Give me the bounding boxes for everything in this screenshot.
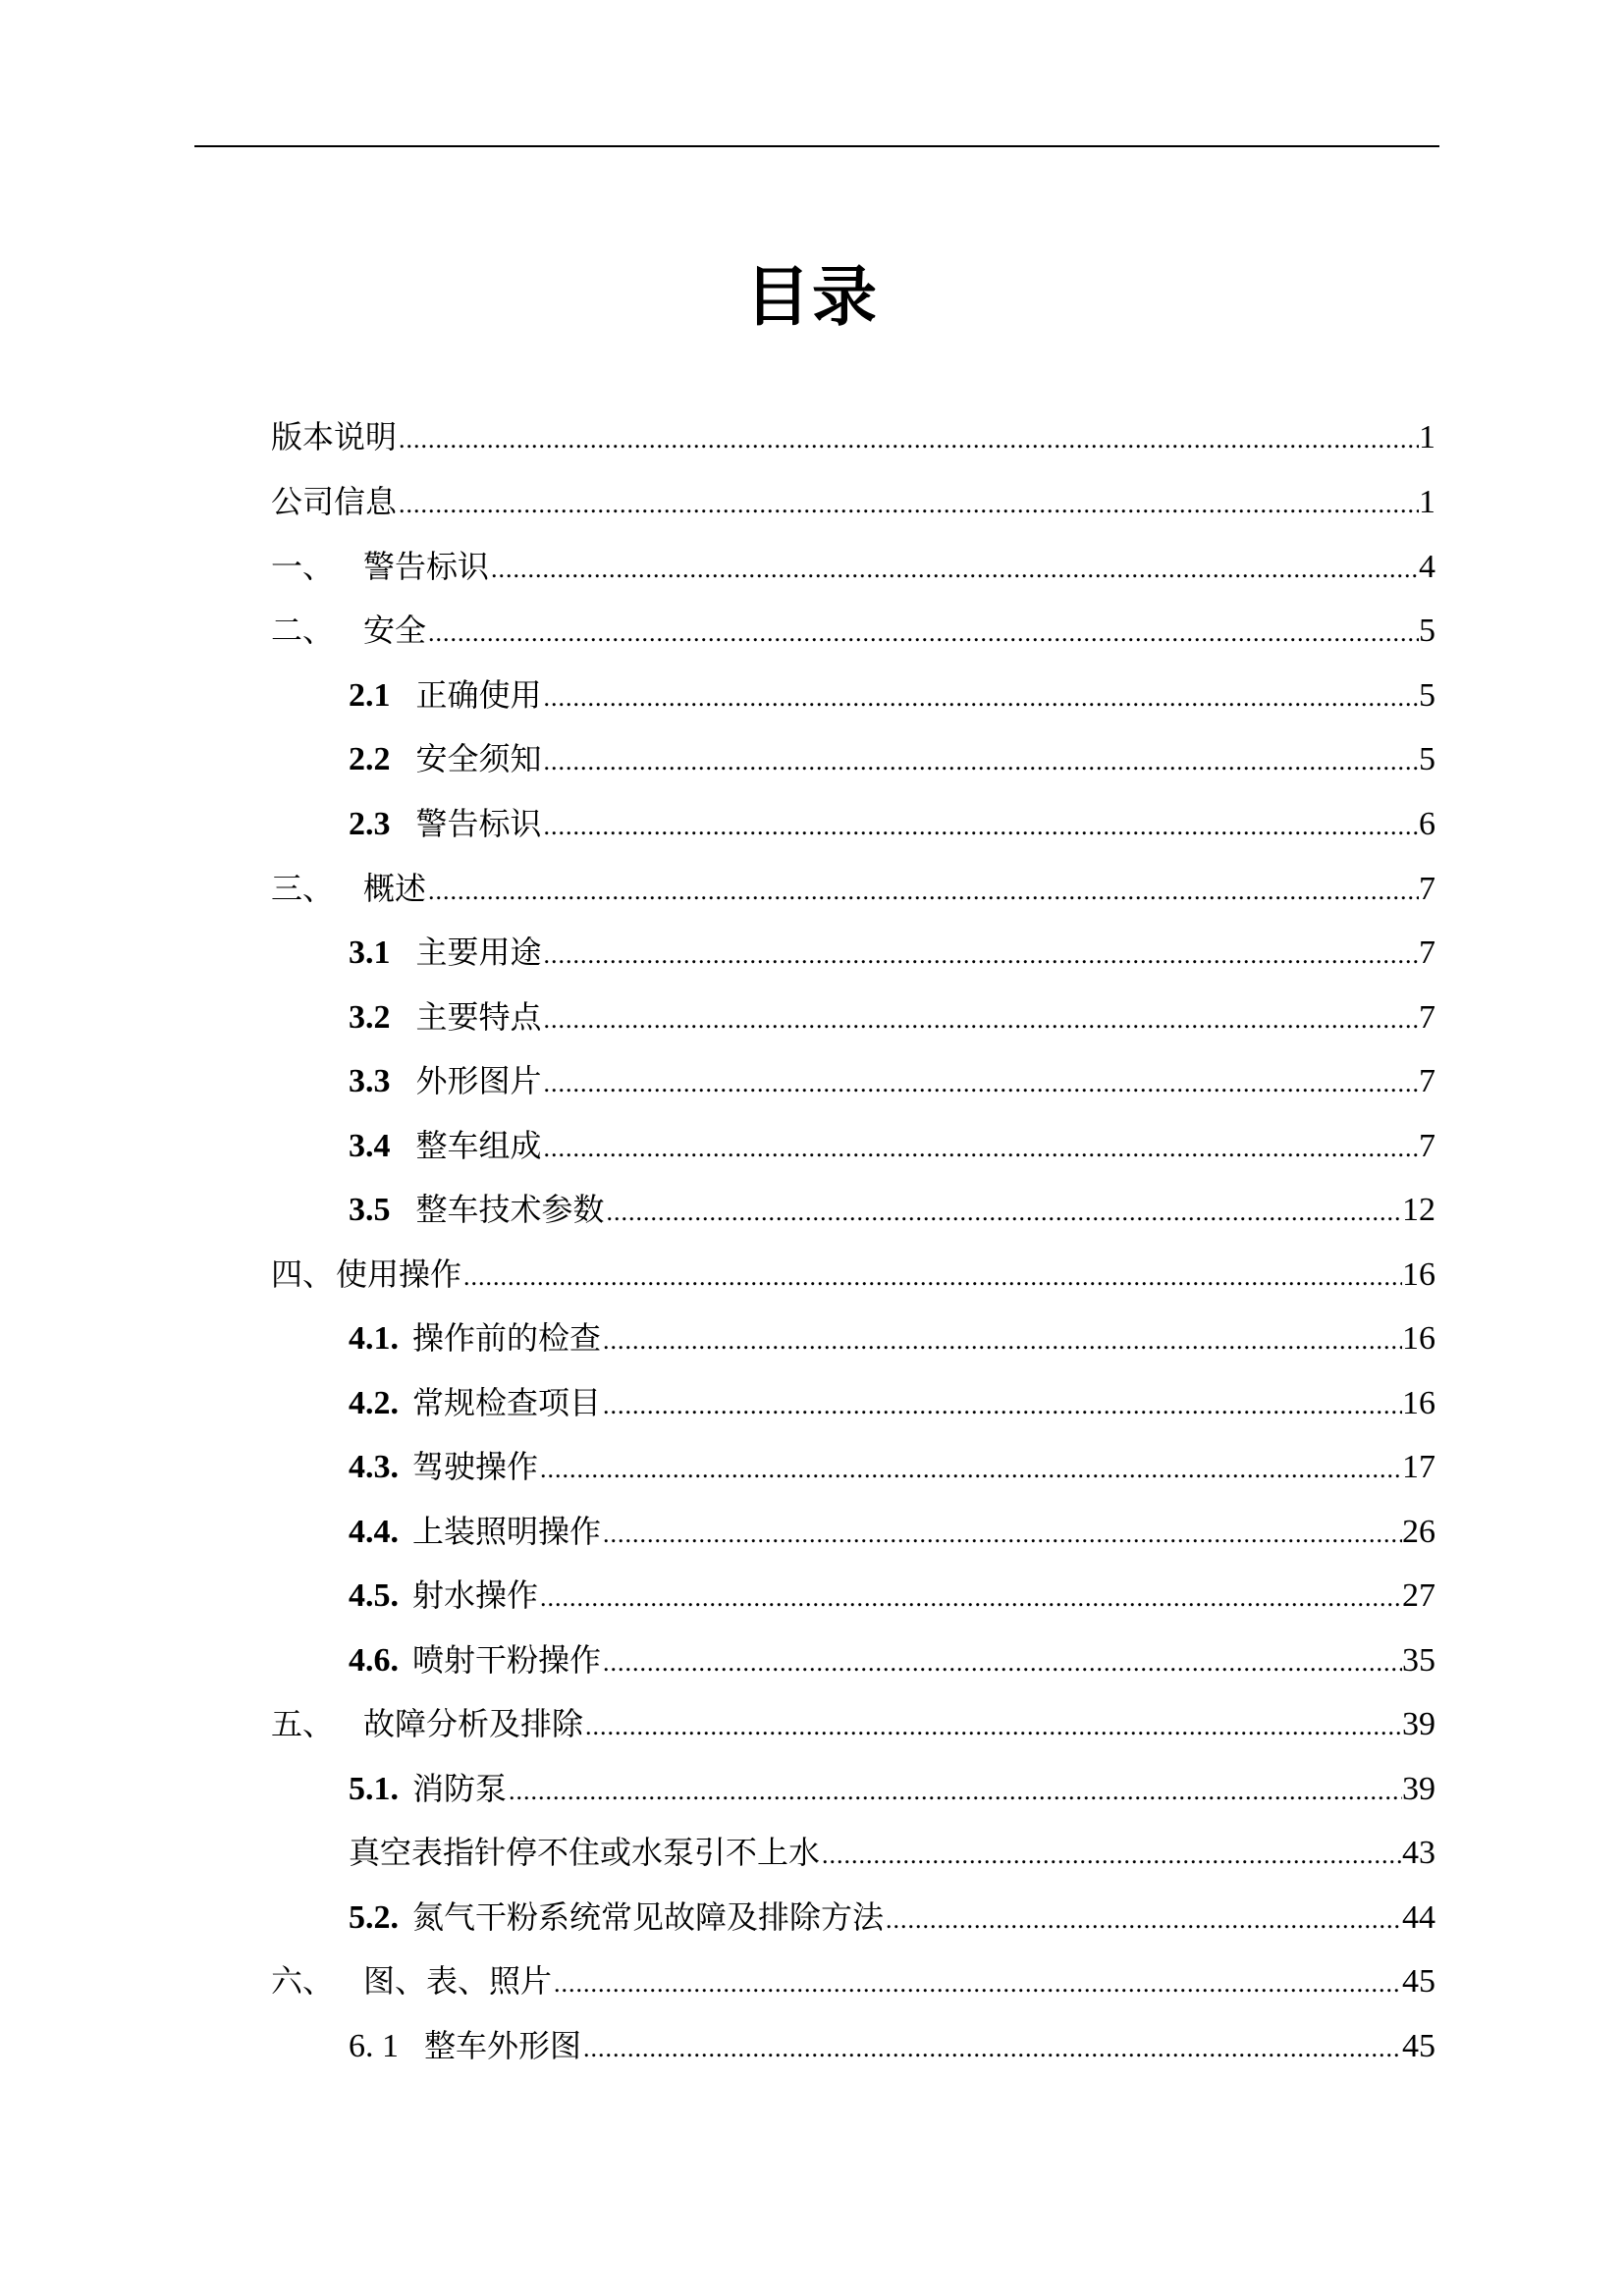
toc-entry-label: 常规检查项目 xyxy=(412,1384,602,1421)
toc-entry-label: 操作前的检查 xyxy=(412,1319,602,1357)
toc-section-number: 4.1. xyxy=(349,1320,399,1357)
toc-entry[interactable] xyxy=(349,928,1435,977)
toc-entry[interactable] xyxy=(271,412,1435,461)
toc-dot-leader xyxy=(461,1253,1402,1302)
toc-page-number: 4 xyxy=(1419,549,1435,585)
toc-page-number: 16 xyxy=(1402,1256,1435,1293)
toc-dot-leader xyxy=(507,1767,1402,1816)
toc-page-number: 1 xyxy=(1419,419,1435,455)
toc-page-number: 16 xyxy=(1402,1320,1435,1357)
toc-entry-label: 上装照明操作 xyxy=(412,1513,602,1550)
toc-page-number: 17 xyxy=(1402,1449,1435,1485)
toc-dot-leader xyxy=(601,1510,1402,1559)
toc-entry-label: 真空表指针停不住或水泵引不上水 xyxy=(349,1834,821,1871)
toc-entry[interactable] xyxy=(349,734,1435,783)
toc-entry[interactable] xyxy=(349,799,1435,848)
toc-section-number: 六、 xyxy=(271,1962,335,2000)
toc-dot-leader xyxy=(542,1124,1419,1173)
toc-page-number: 1 xyxy=(1419,484,1435,520)
toc-entry[interactable] xyxy=(349,1764,1435,1813)
toc-section-number: 5.2. xyxy=(349,1899,399,1936)
toc-entry-label: 整车技术参数 xyxy=(415,1191,605,1228)
toc-entry[interactable] xyxy=(349,1828,1435,1877)
toc-page-number: 6 xyxy=(1419,806,1435,842)
toc-entry[interactable] xyxy=(349,1313,1435,1362)
toc-page-number: 5 xyxy=(1419,677,1435,714)
toc-section-number: 二、 xyxy=(271,612,335,649)
toc-page-number: 7 xyxy=(1419,934,1435,971)
toc-section-number: 3.3 xyxy=(349,1063,391,1099)
toc-section-number: 3.1 xyxy=(349,934,391,971)
toc-dot-leader xyxy=(397,415,1419,464)
toc-page-number: 39 xyxy=(1402,1771,1435,1807)
toc-entry[interactable] xyxy=(271,606,1435,655)
toc-section-number: 2.1 xyxy=(349,677,391,714)
toc-entry-label: 安全须知 xyxy=(415,740,542,777)
toc-page-number: 12 xyxy=(1402,1192,1435,1228)
toc-entry[interactable] xyxy=(349,1635,1435,1684)
toc-entry-label: 公司信息 xyxy=(271,483,398,520)
toc-page-number: 16 xyxy=(1402,1385,1435,1421)
toc-entry[interactable] xyxy=(271,477,1435,526)
toc-entry-label: 故障分析及排除 xyxy=(363,1705,584,1742)
toc-entry-label: 驾驶操作 xyxy=(412,1448,539,1485)
toc-section-number: 4.2. xyxy=(349,1385,399,1421)
toc-entry-label: 喷射干粉操作 xyxy=(412,1641,602,1679)
toc-entry[interactable] xyxy=(271,1699,1435,1748)
toc-dot-leader xyxy=(601,1316,1402,1365)
toc-page-number: 35 xyxy=(1402,1642,1435,1679)
toc-dot-leader xyxy=(542,737,1419,786)
toc-entry-label: 整车外形图 xyxy=(424,2027,582,2064)
toc-entry-label: 图、表、照片 xyxy=(363,1962,553,2000)
toc-section-number: 4.3. xyxy=(349,1449,399,1485)
toc-section-number: 2.2 xyxy=(349,741,391,777)
toc-dot-leader xyxy=(542,931,1419,980)
toc-entry-label: 外形图片 xyxy=(415,1062,542,1099)
toc-dot-leader xyxy=(542,802,1419,851)
toc-dot-leader xyxy=(583,1702,1402,1751)
toc-page-number: 39 xyxy=(1402,1706,1435,1742)
toc-dot-leader xyxy=(538,1574,1402,1623)
toc-entry[interactable] xyxy=(349,1121,1435,1170)
toc-dot-leader xyxy=(581,2024,1402,2073)
toc-dot-leader xyxy=(605,1188,1402,1237)
toc-section-number: 6. 1 xyxy=(349,2028,399,2064)
toc-entry-label: 射水操作 xyxy=(412,1576,539,1614)
toc-entry[interactable] xyxy=(349,1185,1435,1234)
toc-entry-label: 版本说明 xyxy=(271,418,398,455)
toc-entry-label: 主要特点 xyxy=(415,998,542,1036)
toc-page-number: 27 xyxy=(1402,1577,1435,1614)
toc-section-number: 五、 xyxy=(271,1705,335,1742)
toc-entry-label: 消防泵 xyxy=(412,1770,508,1807)
toc-entry[interactable] xyxy=(349,1378,1435,1427)
toc-entry-label: 使用操作 xyxy=(336,1255,462,1293)
toc-section-number: 4.6. xyxy=(349,1642,399,1679)
toc-section-number: 3.5 xyxy=(349,1192,391,1228)
toc-page-number: 7 xyxy=(1419,871,1435,907)
toc-entry[interactable] xyxy=(349,992,1435,1041)
toc-entry-label: 氮气干粉系统常见故障及排除方法 xyxy=(412,1898,885,1936)
toc-entry[interactable] xyxy=(271,1956,1435,2005)
toc-dot-leader xyxy=(426,609,1419,658)
toc-dot-leader xyxy=(552,1959,1402,2008)
toc-entry[interactable] xyxy=(271,864,1435,913)
toc-page-number: 7 xyxy=(1419,1128,1435,1164)
toc-dot-leader xyxy=(426,867,1419,916)
toc-page-number: 45 xyxy=(1402,2028,1435,2064)
toc-entry[interactable] xyxy=(349,1442,1435,1491)
toc-dot-leader xyxy=(489,545,1419,594)
toc-dot-leader xyxy=(884,1896,1402,1945)
toc-section-number: 4.4. xyxy=(349,1514,399,1550)
toc-entry[interactable] xyxy=(271,1250,1435,1299)
toc-page-number: 45 xyxy=(1402,1963,1435,2000)
toc-entry[interactable] xyxy=(349,1893,1435,1942)
toc-page-number: 26 xyxy=(1402,1514,1435,1550)
toc-entry-label: 概述 xyxy=(363,870,427,907)
page-title: 目录 xyxy=(745,259,879,335)
toc-dot-leader xyxy=(397,480,1419,529)
toc-dot-leader xyxy=(601,1381,1402,1430)
toc-entry-label: 主要用途 xyxy=(415,934,542,971)
toc-entry[interactable] xyxy=(349,1507,1435,1556)
toc-page-number: 5 xyxy=(1419,613,1435,649)
toc-dot-leader xyxy=(601,1638,1402,1687)
toc-page-number: 7 xyxy=(1419,999,1435,1036)
toc-entry[interactable] xyxy=(349,1571,1435,1620)
toc-dot-leader xyxy=(542,1059,1419,1108)
toc-entry-label: 整车组成 xyxy=(415,1127,542,1164)
toc-entry[interactable] xyxy=(349,2021,1435,2070)
toc-section-number: 2.3 xyxy=(349,806,391,842)
toc-section-number: 一、 xyxy=(271,548,335,585)
toc-dot-leader xyxy=(538,1445,1402,1494)
toc-section-number: 3.4 xyxy=(349,1128,391,1164)
toc-entry-label: 警告标识 xyxy=(363,548,490,585)
toc-section-number: 四、 xyxy=(271,1255,335,1293)
toc-entry[interactable] xyxy=(271,542,1435,591)
toc-dot-leader xyxy=(542,995,1419,1044)
toc-section-number: 4.5. xyxy=(349,1577,399,1614)
toc-page-number: 43 xyxy=(1402,1835,1435,1871)
toc-section-number: 3.2 xyxy=(349,999,391,1036)
toc-entry-label: 正确使用 xyxy=(415,676,542,714)
toc-page-number: 5 xyxy=(1419,741,1435,777)
toc-section-number: 5.1. xyxy=(349,1771,399,1807)
toc-entry[interactable] xyxy=(349,1056,1435,1105)
toc-dot-leader xyxy=(542,673,1419,722)
toc-entry-label: 警告标识 xyxy=(415,805,542,842)
toc-section-number: 三、 xyxy=(271,870,335,907)
toc-page-number: 44 xyxy=(1402,1899,1435,1936)
toc-page-number: 7 xyxy=(1419,1063,1435,1099)
toc-entry[interactable] xyxy=(349,670,1435,720)
toc-dot-leader xyxy=(820,1831,1402,1880)
toc-entry-label: 安全 xyxy=(363,612,427,649)
